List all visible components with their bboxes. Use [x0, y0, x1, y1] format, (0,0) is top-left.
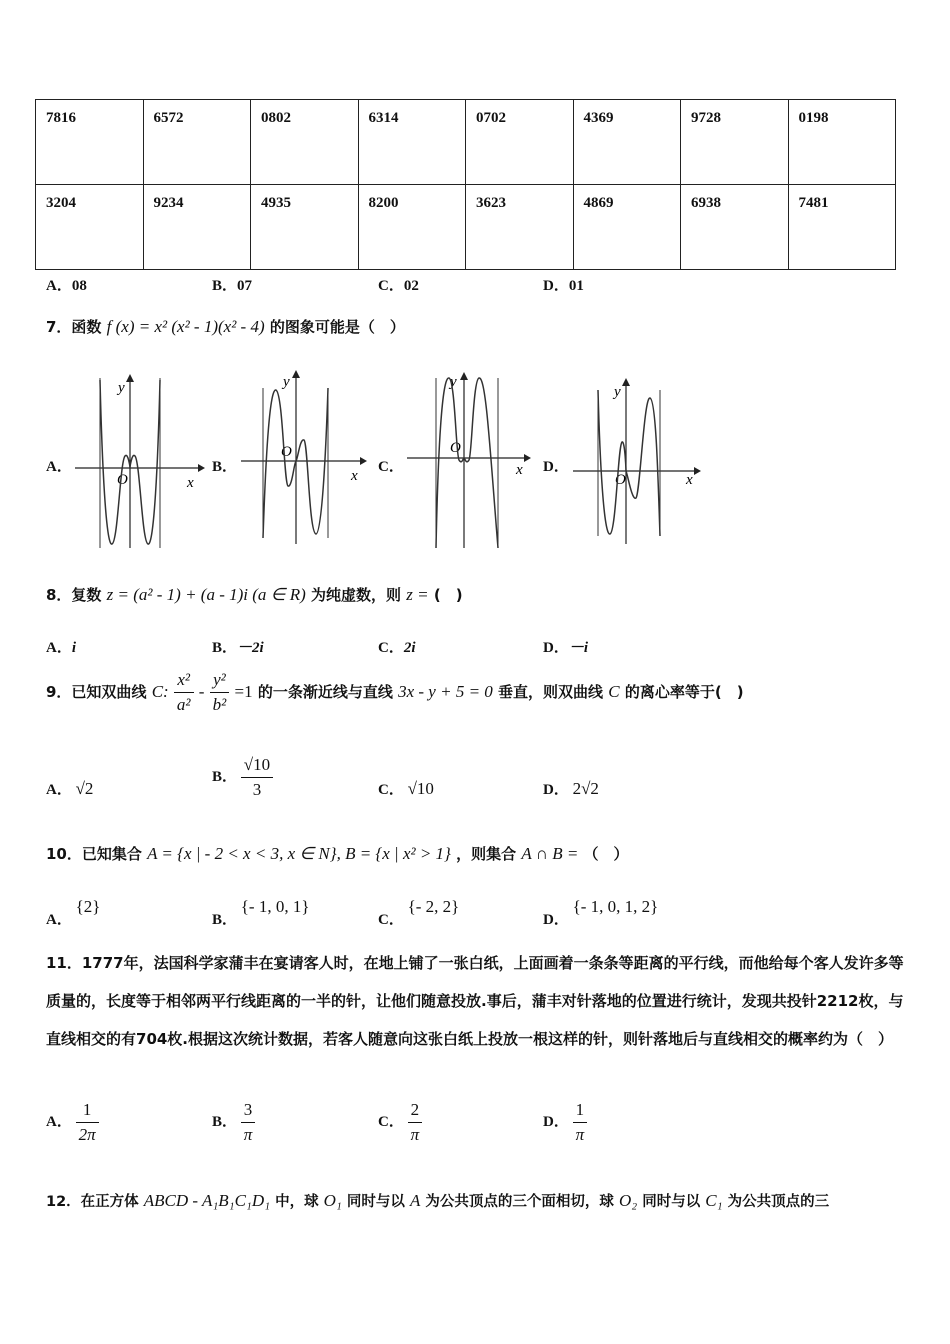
- fraction-denominator: π: [241, 1122, 256, 1145]
- q6-option-a[interactable]: [46, 274, 87, 295]
- answer-blank: ( ): [433, 586, 463, 604]
- vertex-name: A: [409, 1191, 421, 1210]
- question-number: 8．复数: [46, 586, 102, 604]
- answer-blank: （ ）: [583, 845, 629, 863]
- table-cell: 0802: [251, 100, 359, 185]
- x-axis-label: x: [516, 462, 523, 478]
- question-text: 的离心率等于( ): [624, 683, 744, 701]
- option-value: －i: [568, 640, 589, 656]
- option-value: {- 1, 0, 1, 2}: [572, 897, 659, 916]
- question-text: 同时与以: [346, 1194, 405, 1210]
- option-value: 07: [237, 278, 253, 294]
- origin-label: O: [117, 472, 128, 488]
- option-label: A．: [46, 782, 72, 798]
- hyperbola-name: C:: [151, 682, 169, 701]
- vertex-name: C₁: [705, 1191, 723, 1210]
- q6-option-d[interactable]: [543, 274, 584, 295]
- option-label: D．: [543, 912, 569, 928]
- q11-option-d[interactable]: [543, 1100, 587, 1145]
- minus-sign: -: [198, 682, 205, 701]
- option-value: 02: [403, 278, 419, 294]
- option-label: B．: [212, 768, 238, 785]
- option-value: {- 1, 0, 1}: [240, 897, 310, 916]
- x-axis-label: x: [686, 472, 693, 488]
- x-axis-label: x: [187, 475, 194, 491]
- y-axis-label: y: [283, 374, 290, 390]
- table-cell: 6314: [358, 100, 466, 185]
- q7-option-c[interactable]: C．: [378, 459, 404, 475]
- fraction-numerator: 1: [575, 1100, 585, 1119]
- option-label: B．: [212, 912, 238, 928]
- graph-b[interactable]: [236, 368, 371, 548]
- fraction-numerator: √10: [243, 755, 271, 774]
- origin-label: O: [450, 440, 461, 456]
- question-number: 9．已知双曲线: [46, 683, 147, 701]
- option-label: D．: [543, 782, 569, 798]
- option-fraction: [241, 755, 273, 800]
- fraction-numerator: 3: [243, 1100, 253, 1119]
- option-label: C．: [378, 912, 404, 928]
- option-value: {2}: [75, 897, 101, 916]
- fraction-denominator: a²: [174, 692, 194, 715]
- option-label: A．: [46, 278, 72, 294]
- fraction-numerator: x²: [177, 670, 191, 689]
- line-equation: 3x - y + 5 = 0: [398, 682, 493, 701]
- z-symbol: z =: [406, 585, 429, 604]
- option-label: B．: [212, 1113, 238, 1130]
- q9-option-a[interactable]: [46, 778, 93, 799]
- graph-c[interactable]: [402, 370, 537, 552]
- origin-label: O: [281, 444, 292, 460]
- option-fraction: [573, 1100, 588, 1145]
- option-fraction: [241, 1100, 256, 1145]
- question-8: [46, 584, 463, 605]
- option-value: {- 2, 2}: [407, 897, 460, 916]
- option-value: i: [71, 640, 77, 656]
- table-cell: 4869: [573, 185, 681, 270]
- set-formula: A = {x | - 2 < x < 3, x ∈ N}, B = {x | x² > 1}: [147, 844, 451, 863]
- q7-option-a[interactable]: A．: [46, 459, 72, 475]
- q10-option-b[interactable]: [212, 896, 310, 928]
- question-text: 中，球: [275, 1194, 319, 1210]
- question-text: 为纯虚数，则: [311, 586, 402, 604]
- q11-option-a[interactable]: [46, 1100, 99, 1145]
- question-11: 11．1777年，法国科学家蒲丰在宴请客人时，在地上铺了一张白纸，上面画着一条条等距离的平行线，而他给每个客人发许多等质量的，长度等于相邻两平行线距离的一半的针，让他们随意投放.事后，蒲丰对针落地的位置进行统计，发现共投针2212枚，与直线相交的有704枚.根据这次统计数据，若客人随意向这张白纸上投放一根这样的针，则针落地后与直线相交的概率约为（ ）: [46, 954, 904, 1048]
- equals-one: =1: [234, 682, 253, 701]
- q10-option-a[interactable]: [46, 896, 101, 928]
- y-axis-label: y: [118, 380, 125, 396]
- option-label: A．: [46, 640, 72, 656]
- option-label: B．: [212, 640, 238, 656]
- q10-option-d[interactable]: [543, 896, 659, 928]
- question-number: 7．函数: [46, 318, 102, 336]
- sphere-name: O₂: [618, 1191, 638, 1210]
- q11-option-b[interactable]: [212, 1100, 255, 1145]
- table-cell: 6572: [143, 100, 251, 185]
- question-text: 的一条渐近线与直线: [257, 683, 393, 701]
- q9-option-c[interactable]: [378, 778, 434, 799]
- q9-option-b[interactable]: [212, 755, 273, 800]
- table-cell: 9728: [681, 100, 789, 185]
- option-fraction: [408, 1100, 423, 1145]
- q10-option-c[interactable]: [378, 896, 460, 928]
- origin-label: O: [615, 472, 626, 488]
- sphere-name: O₁: [323, 1191, 342, 1210]
- q11-option-c[interactable]: [378, 1100, 422, 1145]
- table-row: [36, 100, 896, 185]
- intersection-formula: A ∩ B =: [521, 844, 579, 863]
- fraction-denominator: 3: [241, 777, 273, 800]
- option-label: D．: [543, 640, 569, 656]
- y-axis-label: y: [450, 374, 457, 390]
- question-12: [46, 1190, 829, 1211]
- question-10: [46, 843, 629, 864]
- option-label: D．: [543, 278, 569, 294]
- option-value: √2: [75, 779, 94, 798]
- function-formula: f (x) = x² (x² - 1)(x² - 4): [106, 317, 265, 336]
- fraction-denominator: π: [408, 1122, 423, 1145]
- graph-a[interactable]: [70, 372, 205, 552]
- q8-option-b[interactable]: [212, 636, 264, 657]
- option-label: C．: [378, 1113, 404, 1130]
- question-text: 垂直，则双曲线: [498, 683, 604, 701]
- question-text: ，则集合: [456, 845, 517, 863]
- x-fraction: [174, 670, 194, 715]
- table-cell: 0198: [788, 100, 896, 185]
- question-text: 为公共顶点的三个面相切，球: [425, 1194, 614, 1210]
- table-cell: 8200: [358, 185, 466, 270]
- random-number-table: [35, 99, 896, 270]
- option-label: C．: [378, 278, 404, 294]
- question-9: [46, 670, 744, 715]
- y-fraction: [210, 670, 230, 715]
- option-value: 2i: [403, 640, 416, 656]
- x-axis-label: x: [351, 468, 358, 484]
- option-label: D．: [543, 1113, 569, 1130]
- table-cell: 6938: [681, 185, 789, 270]
- option-value: 08: [71, 278, 87, 294]
- q7-option-d[interactable]: D．: [543, 459, 569, 475]
- question-number: 10．已知集合: [46, 845, 142, 863]
- option-label: B．: [212, 278, 238, 294]
- table-cell: 3623: [466, 185, 574, 270]
- fraction-numerator: y²: [213, 670, 226, 689]
- table-cell: 3204: [36, 185, 144, 270]
- table-cell: 7816: [36, 100, 144, 185]
- fraction-denominator: b²: [210, 692, 230, 715]
- hyperbola-name: C: [608, 682, 620, 701]
- question-text: 的图象可能是（ ）: [269, 318, 405, 336]
- option-label: C．: [378, 640, 404, 656]
- y-axis-label: y: [614, 384, 621, 400]
- option-label: A．: [46, 1113, 72, 1130]
- cube-name: ABCD - A₁B₁C₁D₁: [143, 1191, 271, 1210]
- q6-option-c[interactable]: [378, 274, 419, 295]
- option-value: －2i: [237, 640, 264, 656]
- fraction-denominator: 2π: [76, 1122, 99, 1145]
- option-value: √10: [407, 779, 434, 798]
- q8-option-c[interactable]: [378, 636, 416, 657]
- question-text: 同时与以: [642, 1194, 701, 1210]
- q9-option-d[interactable]: [543, 778, 599, 799]
- question-number: 12．在正方体: [46, 1194, 139, 1210]
- table-cell: 4935: [251, 185, 359, 270]
- complex-formula: z = (a² - 1) + (a - 1)i (a ∈ R): [106, 585, 306, 604]
- option-value: 2√2: [572, 779, 599, 798]
- option-label: C．: [378, 782, 404, 798]
- table-cell: 9234: [143, 185, 251, 270]
- question-7: [46, 316, 405, 337]
- option-label: A．: [46, 912, 72, 928]
- graph-d[interactable]: [568, 376, 708, 548]
- option-value: 01: [568, 278, 584, 294]
- table-cell: 0702: [466, 100, 574, 185]
- fraction-numerator: 2: [410, 1100, 420, 1119]
- option-fraction: [76, 1100, 99, 1145]
- q6-option-b[interactable]: [212, 274, 252, 295]
- fraction-numerator: 1: [82, 1100, 92, 1119]
- q8-option-a[interactable]: [46, 636, 76, 657]
- table-row: [36, 185, 896, 270]
- table-cell: 4369: [573, 100, 681, 185]
- q8-option-d[interactable]: [543, 636, 588, 657]
- question-text: 为公共顶点的三: [727, 1194, 830, 1210]
- fraction-denominator: π: [573, 1122, 588, 1145]
- table-cell: 7481: [788, 185, 896, 270]
- q7-option-b[interactable]: B．: [212, 459, 238, 475]
